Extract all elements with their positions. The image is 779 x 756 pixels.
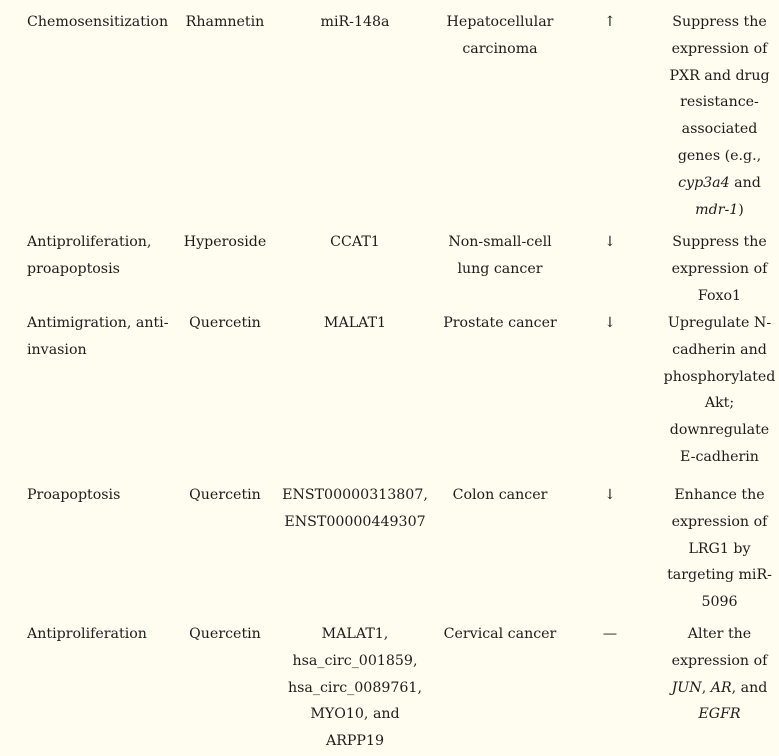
mechanism-text: PXR and drug	[669, 67, 770, 84]
effect-cell	[0, 621, 180, 648]
compound-text: Hyperoside	[183, 234, 267, 250]
mechanism-fragment: , and	[731, 679, 768, 696]
cancer-cell	[440, 9, 560, 63]
cancer-text: Hepatocellular	[446, 14, 554, 30]
cancer-text: lung cancer	[457, 260, 543, 277]
target-text: ENST00000449307	[284, 513, 426, 530]
mechanism-text: 5096	[701, 594, 738, 611]
mechanism-text: Upregulate N-	[667, 315, 772, 331]
cancer-text: carcinoma	[462, 40, 538, 57]
gene-name: EGFR	[698, 706, 741, 723]
target-cell	[270, 229, 440, 256]
mechanism-text: phosphorylated	[663, 368, 776, 385]
mechanism-text: Akt;	[704, 395, 735, 412]
gene-name: cyp3a4	[678, 174, 730, 191]
mechanism-text	[660, 701, 779, 728]
regulation-cell	[560, 229, 660, 256]
compound-cell	[180, 9, 270, 36]
cancer-cell	[440, 482, 560, 509]
down-arrow-icon: ↓	[604, 315, 616, 331]
regulation-cell	[560, 482, 660, 509]
target-text: hsa_circ_0089761,	[288, 679, 422, 696]
effect-cell	[0, 229, 180, 283]
table-row	[0, 306, 779, 473]
effect-text: Antiproliferation,	[27, 234, 152, 250]
mechanism-text	[660, 675, 779, 702]
mechanism-text: resistance-	[680, 94, 759, 111]
cancer-text: Colon cancer	[452, 487, 548, 503]
mechanism-cell	[660, 621, 779, 728]
target-cell	[270, 9, 440, 36]
cancer-text: Prostate cancer	[443, 315, 557, 331]
mechanism-fragment: )	[738, 201, 744, 218]
target-text: hsa_circ_001859,	[292, 652, 418, 669]
mechanism-cell	[660, 482, 779, 616]
up-arrow-icon: ↑	[604, 14, 616, 30]
target-text: MALAT1	[323, 315, 387, 331]
cancer-cell	[440, 229, 560, 283]
regulation-cell	[560, 621, 660, 648]
mechanism-text: LRG1 by	[688, 540, 751, 557]
mechanism-fragment: and	[729, 174, 761, 191]
effect-text: Antiproliferation	[27, 626, 147, 642]
cancer-cell	[440, 310, 560, 337]
mechanism-text	[660, 170, 779, 197]
mechanism-cell	[660, 229, 779, 309]
target-text: ENST00000313807,	[282, 487, 428, 503]
table-row	[0, 0, 779, 220]
mechanism-text: genes (e.g.,	[677, 147, 762, 164]
mechanism-cell	[660, 310, 779, 471]
effect-cell	[0, 310, 180, 364]
mechanism-text: Suppress the	[672, 14, 767, 30]
cancer-cell	[440, 621, 560, 648]
no-change-dash-icon: —	[602, 626, 618, 642]
down-arrow-icon: ↓	[604, 487, 616, 503]
compound-cell	[180, 310, 270, 337]
gene-name: JUN	[671, 679, 702, 696]
mechanism-text: downregulate	[669, 422, 770, 439]
mechanism-text	[660, 197, 779, 224]
compound-text: Quercetin	[189, 626, 261, 642]
mechanism-fragment: ,	[701, 679, 711, 696]
effect-cell	[0, 9, 180, 36]
mechanism-text: expression of	[671, 513, 768, 530]
compound-text: Rhamnetin	[185, 14, 265, 30]
down-arrow-icon: ↓	[604, 234, 616, 250]
gene-name: mdr-1	[695, 201, 739, 218]
effect-text: invasion	[27, 341, 87, 358]
effect-text: proapoptosis	[27, 260, 120, 277]
cancer-text: Cervical cancer	[443, 626, 557, 642]
mechanism-text: associated	[681, 121, 758, 138]
mechanism-text: cadherin and	[672, 341, 767, 358]
compound-cell	[180, 621, 270, 648]
mechanism-text: Foxo1	[697, 287, 742, 304]
target-cell	[270, 621, 440, 755]
table-row	[0, 473, 779, 612]
table-row	[0, 220, 779, 306]
mechanism-text: expression of	[671, 652, 768, 669]
table-row	[0, 612, 779, 756]
target-cell	[270, 310, 440, 337]
compound-text: Quercetin	[189, 487, 261, 503]
compound-cell	[180, 229, 270, 256]
target-text: ARPP19	[325, 733, 385, 750]
compound-cell	[180, 482, 270, 509]
mechanism-text: E-cadherin	[680, 448, 759, 465]
target-text: MYO10, and	[310, 706, 400, 723]
mechanism-text: Alter the	[687, 626, 752, 642]
target-text: miR-148a	[320, 14, 390, 30]
target-cell	[270, 482, 440, 536]
gene-name: AR	[710, 679, 732, 696]
regulation-cell	[560, 310, 660, 337]
mechanism-text: Suppress the	[672, 234, 767, 250]
effect-text: Chemosensitization	[27, 14, 169, 30]
regulation-cell	[560, 9, 660, 36]
target-text: MALAT1,	[321, 626, 389, 642]
compound-text: Quercetin	[189, 315, 261, 331]
target-text: CCAT1	[330, 234, 380, 250]
mechanism-text: targeting miR-	[667, 567, 772, 584]
mechanism-text: expression of	[671, 260, 768, 277]
mechanism-cell	[660, 9, 779, 223]
mechanism-text: expression of	[671, 40, 768, 57]
effect-text: Proapoptosis	[27, 487, 121, 503]
mechanism-text: Enhance the	[674, 487, 765, 503]
effect-cell	[0, 482, 180, 509]
cancer-text: Non-small-cell	[448, 234, 552, 250]
effect-text: Antimigration, anti-	[27, 315, 169, 331]
